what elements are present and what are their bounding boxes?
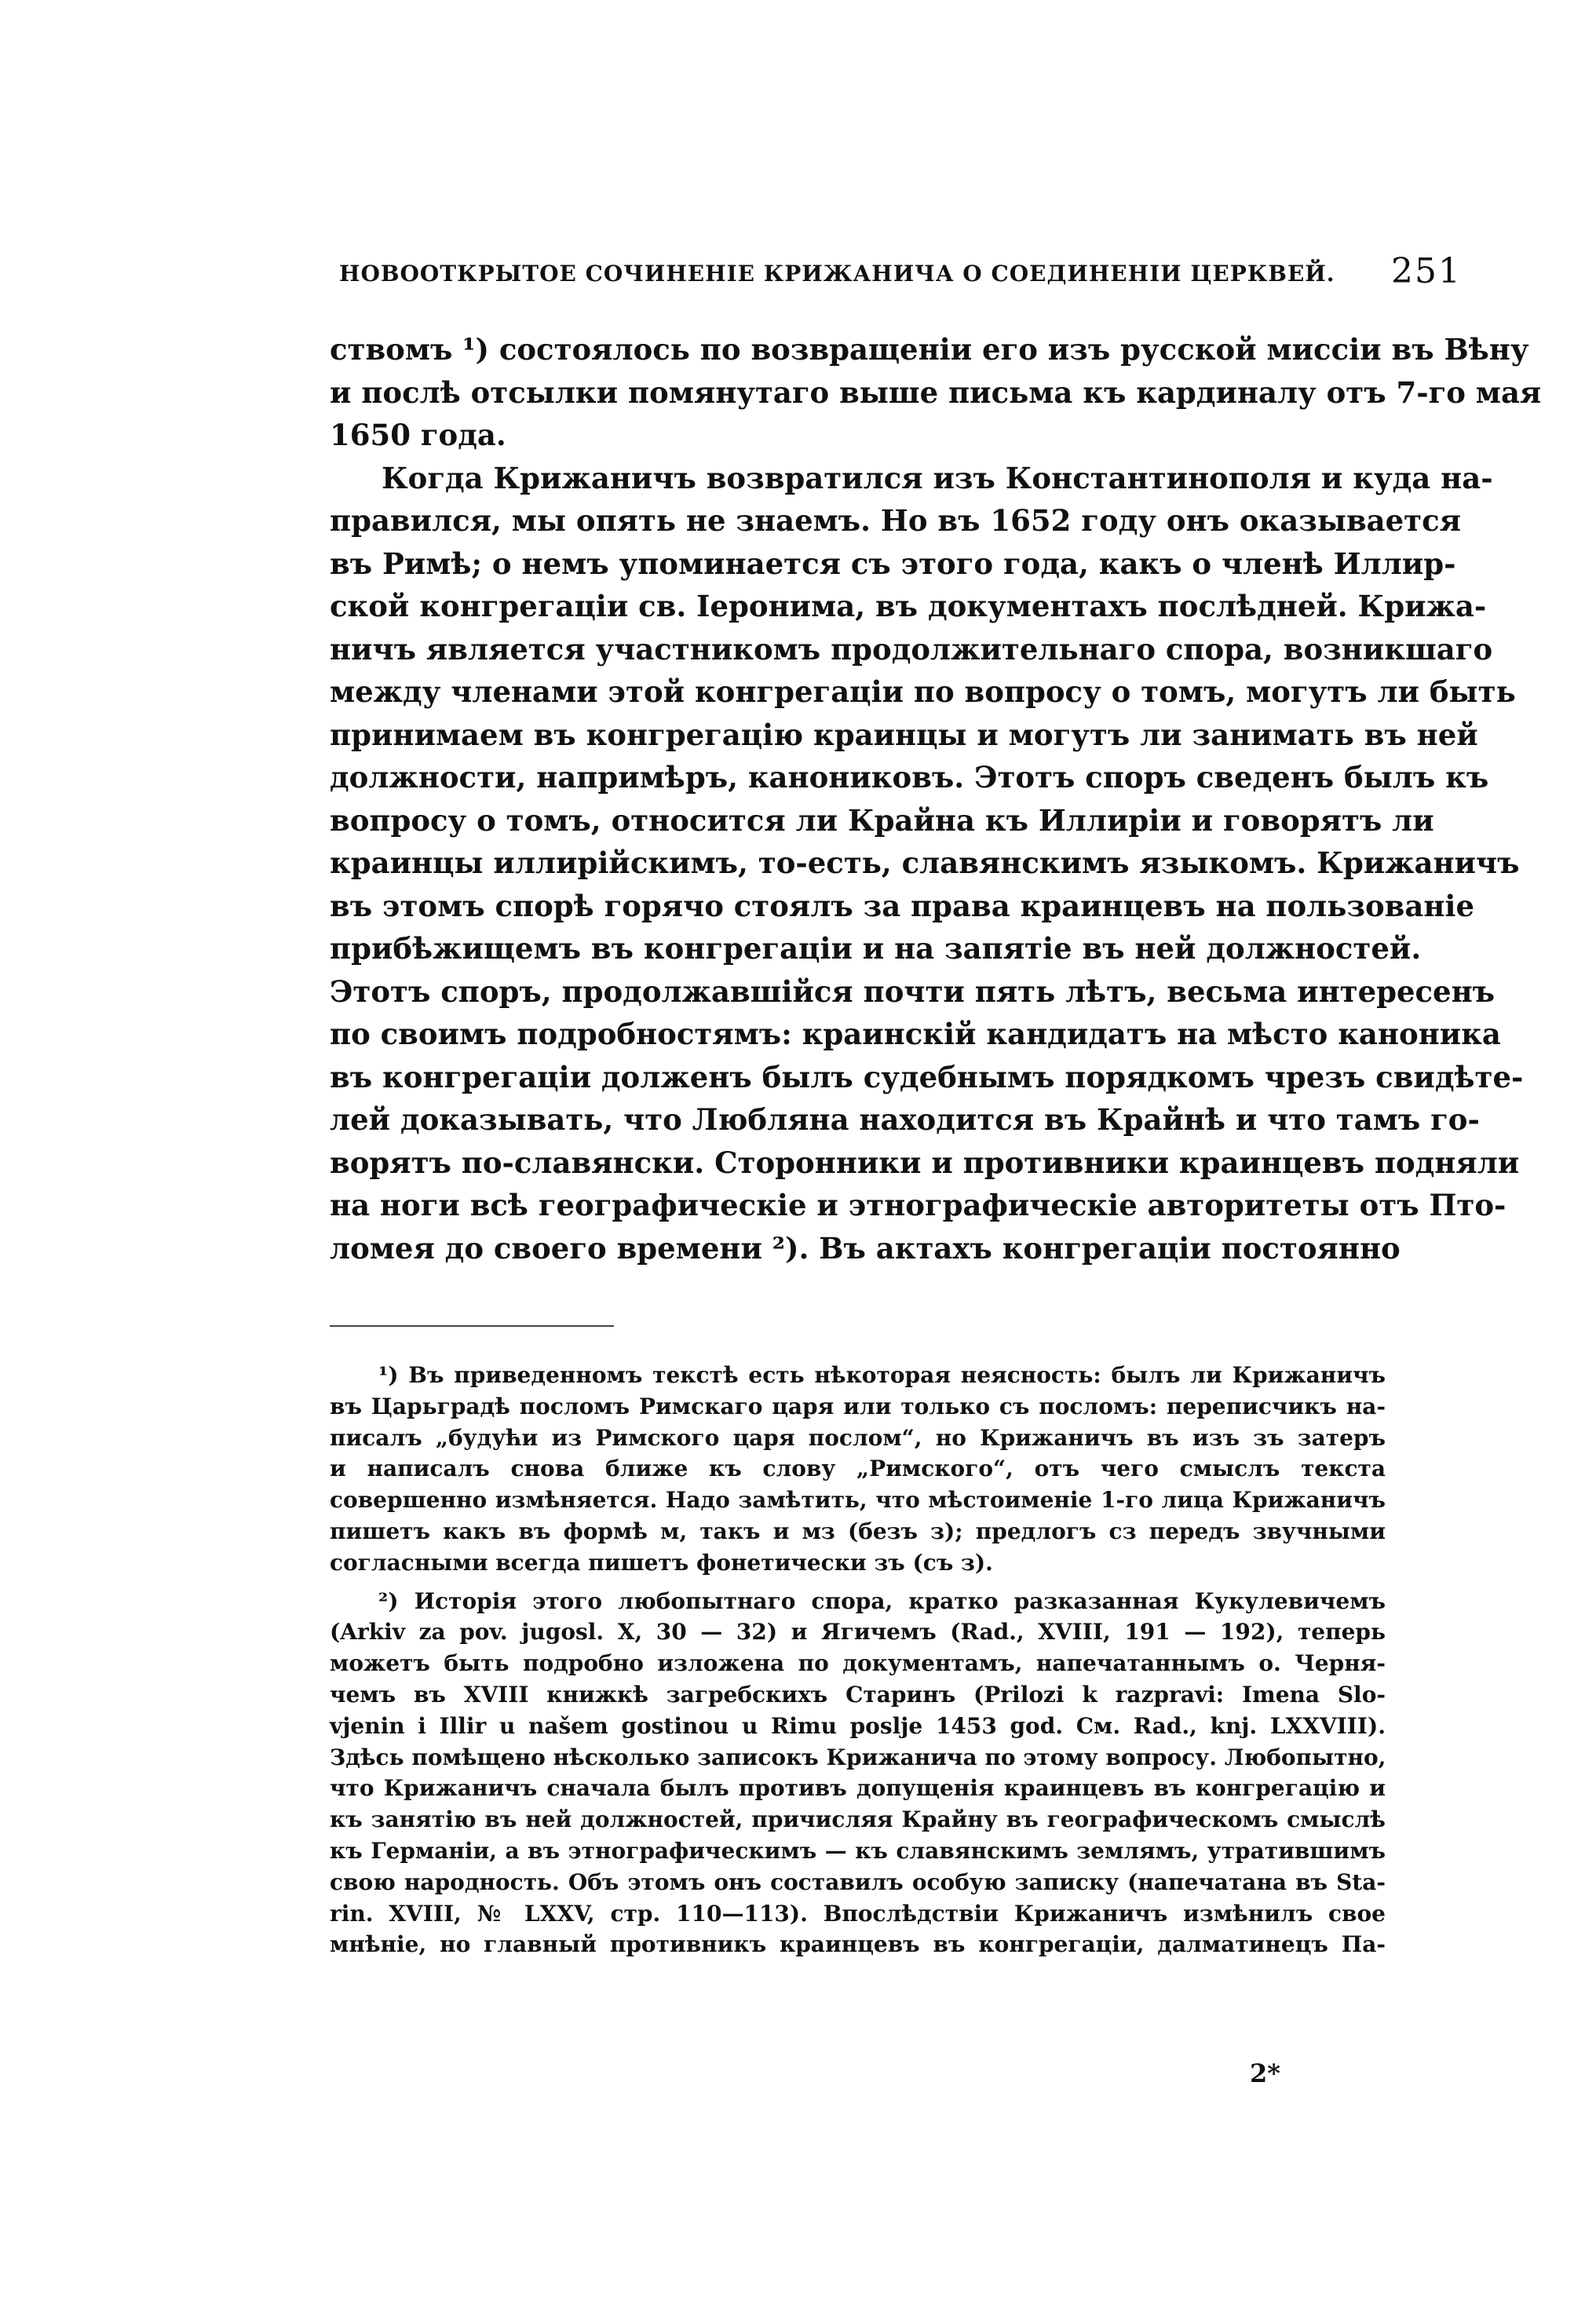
footnote-line: vjenin i Illir u našem gostinou u Rimu poslje 1453 god. См. Rad., knj. LXXVIII).	[330, 1712, 1386, 1739]
footnote-line: ¹) Въ приведенномъ текстѣ есть нѣкоторая неясность: былъ ли Крижаничъ	[378, 1362, 1386, 1388]
body-line: принимаем въ конгрегацію краинцы и могутъ ли занимать въ ней	[330, 717, 1478, 752]
body-line: ворятъ по-славянски. Сторонники и противники краинцевъ подняли	[330, 1145, 1520, 1180]
page-number: 251	[1391, 251, 1462, 291]
body-line: вопросу о томъ, относится ли Крайна къ Иллиріи и говорятъ ли	[330, 802, 1434, 838]
footnote-line: совершенно измѣняется. Надо замѣтить, что мѣстоименіе 1-го лица Крижаничъ	[330, 1487, 1386, 1514]
footnote-line: писалъ „будући из Римского царя послом“, но Крижаничъ въ изъ зъ затеръ	[330, 1424, 1386, 1451]
body-line: и послѣ отсылки помянутаго выше письма къ кардиналу отъ 7-го мая	[330, 374, 1542, 410]
footnote-line: что Крижаничъ сначала былъ противъ допущенія краинцевъ въ конгрегацію и	[330, 1775, 1386, 1802]
footnote-gap	[330, 1579, 1386, 1586]
running-title: НОВООТКРЫТОЕ СОЧИНЕНІЕ КРИЖАНИЧА О СОЕДИНЕНІИ ЦЕРКВЕЙ.	[339, 261, 1335, 287]
footnote-line: въ Царьградѣ посломъ Римскаго царя или только съ посломъ: переписчикъ на-	[330, 1393, 1386, 1419]
footnote-line: къ Германіи, а въ этнографическимъ — къ славянскимъ землямъ, утратившимъ	[330, 1837, 1386, 1864]
body-line: Когда Крижаничъ возвратился изъ Константинополя и куда на-	[382, 460, 1493, 495]
body-line: прибѣжищемъ въ конгрегаціи и на запятіе въ ней должностей.	[330, 931, 1422, 966]
body-line: лей доказывать, что Любляна находится въ Крайнѣ и что тамъ го-	[330, 1102, 1480, 1137]
footnote-line: чемъ въ XVIII книжкѣ загребскихъ Старинъ (Prilozi k razpravi: Imena Slo-	[330, 1681, 1386, 1708]
footnotes	[330, 1360, 1386, 1960]
running-head	[339, 250, 1462, 297]
footnote-line: пишетъ какъ въ формѣ м, такъ и мз (безъ з); предлогъ сз передъ звучными	[330, 1518, 1386, 1544]
body-line: въ этомъ спорѣ горячо стоялъ за права краинцевъ на пользованіе	[330, 888, 1475, 923]
footnote-line: Здѣсь помѣщено нѣсколько записокъ Крижанича по этому вопросу. Любопытно,	[330, 1744, 1386, 1770]
footnote-line: мнѣніе, но главный противникъ краинцевъ въ конгрегаціи, далматинецъ Па-	[330, 1931, 1386, 1958]
footnote-line: свою народность. Объ этомъ онъ составилъ особую записку (напечатана въ Sta-	[330, 1869, 1386, 1895]
body-line: должности, напримѣръ, канониковъ. Этотъ споръ сведенъ былъ къ	[330, 760, 1489, 795]
body-line: въ Римѣ; о немъ упоминается съ этого года, какъ о членѣ Иллир-	[330, 546, 1456, 581]
body-line: по своимъ подробностямъ: краинскій кандидатъ на мѣсто каноника	[330, 1017, 1501, 1051]
body-line: 1650 года.	[330, 418, 506, 452]
footnote-line: можетъ быть подробно изложена по документамъ, напечатаннымъ о. Черня-	[330, 1650, 1386, 1677]
signature-mark: 2*	[1250, 2058, 1280, 2088]
main-text	[330, 328, 1542, 1269]
footnote-line: и написалъ снова ближе къ слову „Римского“, отъ чего смыслъ текста	[330, 1456, 1386, 1482]
body-line: между членами этой конгрегаціи по вопросу о томъ, могутъ ли быть	[330, 674, 1516, 709]
body-line: Этотъ споръ, продолжавшійся почти пять лѣтъ, весьма интересенъ	[330, 974, 1496, 1009]
body-line: правился, мы опять не знаемъ. Но въ 1652 году онъ оказывается	[330, 503, 1461, 538]
body-line: ской конгрегаціи св. Іеронима, въ документахъ послѣдней. Крижа-	[330, 589, 1487, 623]
body-line: ствомъ ¹) состоялось по возвращеніи его изъ русской миссіи въ Вѣну	[330, 332, 1529, 367]
footnote-line: (Arkiv za pov. jugosl. X, 30 — 32) и Ягичемъ (Rad., XVIII, 191 — 192), теперь	[330, 1619, 1386, 1646]
body-line: ничъ является участникомъ продолжительнаго спора, возникшаго	[330, 631, 1493, 667]
footnote-line: къ занятію въ ней должностей, причисляя Крайну въ географическомъ смыслѣ	[330, 1806, 1386, 1833]
body-line: въ конгрегаціи долженъ былъ судебнымъ порядкомъ чрезъ свидѣте-	[330, 1059, 1524, 1094]
footnote-line: согласными всегда пишетъ фонетически зъ (съ з).	[330, 1549, 993, 1576]
body-line: краинцы иллирійскимъ, то-есть, славянскимъ языкомъ. Крижаничъ	[330, 846, 1520, 880]
body-line: ломея до своего времени ²). Въ актахъ конгрегаціи постоянно	[330, 1230, 1401, 1266]
footnote-divider	[330, 1325, 614, 1327]
body-line: на ноги всѣ географическіе и этнографическіе авторитеты отъ Пто-	[330, 1188, 1507, 1222]
footnote-line: ²) Исторія этого любопытнаго спора, кратко разказанная Кукулевичемъ	[378, 1587, 1386, 1614]
footnote-line: rin. XVIII, № LXXV, стр. 110—113). Впослѣдствіи Крижаничъ измѣнилъ свое	[330, 1900, 1386, 1927]
